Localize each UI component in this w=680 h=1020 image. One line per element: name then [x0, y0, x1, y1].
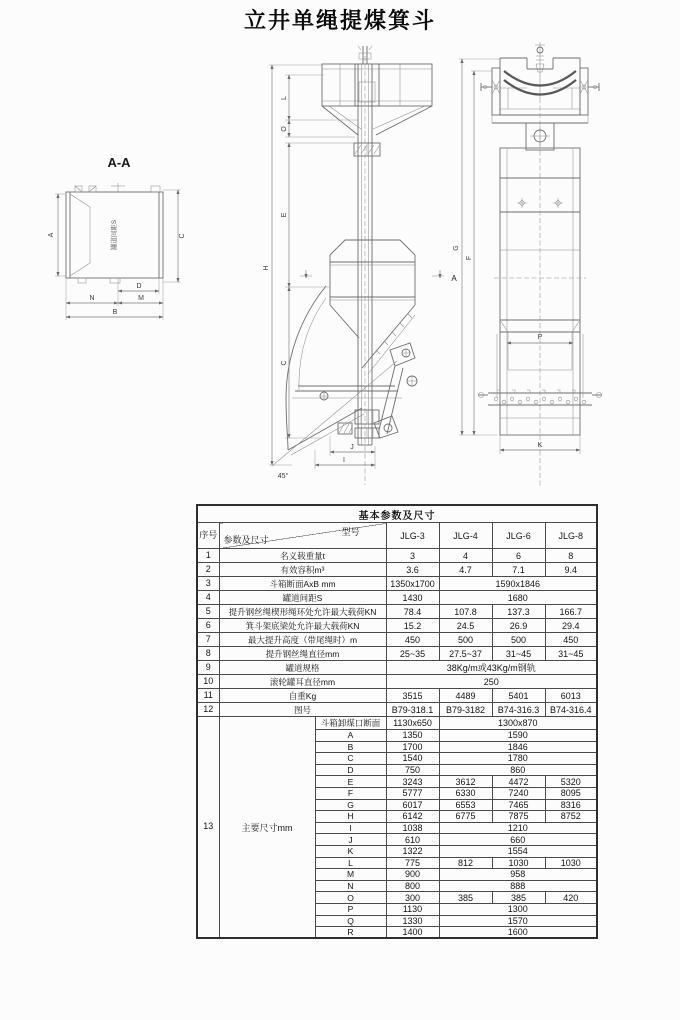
value-cell: 6330 — [439, 787, 492, 799]
value-cell: 8752 — [545, 811, 597, 823]
value-cell: 6017 — [386, 799, 439, 811]
value-cell: 500 — [439, 633, 492, 647]
value-cell: 1600 — [439, 927, 597, 939]
main-body — [494, 98, 586, 488]
value-cell: 137.3 — [492, 605, 545, 619]
svg-text:A: A — [451, 274, 457, 283]
value-cell: 8316 — [545, 799, 597, 811]
dim-letter: O — [315, 892, 386, 904]
value-cell: 500 — [492, 633, 545, 647]
value-cell: 1300x870 — [439, 717, 597, 730]
table-row — [197, 647, 597, 661]
dim-letter: I — [315, 822, 386, 834]
value-cell: 900 — [386, 869, 439, 881]
dim-letter: 斗箱卸煤口断面 — [315, 717, 386, 730]
value-cell: 1846 — [439, 741, 597, 753]
value-cell: 1430 — [386, 591, 439, 605]
dim-d — [118, 278, 159, 294]
dim-letter: L — [315, 857, 386, 869]
svg-text:M: M — [138, 295, 144, 302]
table-row — [197, 549, 597, 563]
value-cell: B79-318.1 — [386, 703, 439, 717]
svg-text:D: D — [136, 283, 142, 290]
dim-letter: R — [315, 927, 386, 939]
svg-text:L: L — [281, 96, 288, 100]
col-header-diagonal — [219, 523, 386, 549]
value-cell: 107.8 — [439, 605, 492, 619]
table-header-row — [197, 523, 597, 549]
value-cell: 1680 — [439, 591, 597, 605]
value-cell: 7.1 — [492, 563, 545, 577]
col-header-model-jlg6: JLG-6 — [492, 523, 545, 549]
row-number: 2 — [197, 563, 219, 577]
value-cell: 6013 — [545, 689, 597, 703]
header-model-label: 型号 — [341, 527, 360, 537]
row-number: 1 — [197, 549, 219, 563]
row-label: 名义载重量t — [219, 549, 386, 563]
dim-letter: K — [315, 845, 386, 857]
value-cell: 3612 — [439, 776, 492, 788]
value-cell: 1130x650 — [386, 717, 439, 730]
guide-spacing-note: 罐道间距S — [111, 219, 118, 251]
value-cell: 25~35 — [386, 647, 439, 661]
table-row — [197, 703, 597, 717]
spec-table — [196, 504, 598, 939]
svg-text:C: C — [179, 233, 186, 239]
value-cell: 1030 — [492, 857, 545, 869]
value-cell: 1038 — [386, 822, 439, 834]
svg-text:N: N — [89, 295, 95, 302]
value-cell: 3.6 — [386, 563, 439, 577]
value-cell: 1400 — [386, 927, 439, 939]
value-cell: 6553 — [439, 799, 492, 811]
page-title: 立井单绳提煤箕斗 — [243, 8, 436, 33]
value-cell: 8095 — [545, 787, 597, 799]
value-cell: 7875 — [492, 811, 545, 823]
value-cell: 8 — [545, 549, 597, 563]
value-cell: 4 — [439, 549, 492, 563]
row-number: 13 — [197, 717, 219, 939]
value-cell: 4489 — [439, 689, 492, 703]
value-cell: 385 — [439, 892, 492, 904]
col-header-row-no: 序号 — [197, 523, 219, 549]
row-number: 9 — [197, 661, 219, 675]
value-cell: 300 — [386, 892, 439, 904]
value-cell: 750 — [386, 764, 439, 776]
value-cell: 5401 — [492, 689, 545, 703]
front-view-drawing — [452, 38, 627, 498]
value-cell: 38Kg/m或43Kg/m钢轨 — [386, 661, 597, 675]
value-cell: 385 — [492, 892, 545, 904]
value-cell: 1554 — [439, 845, 597, 857]
svg-text:H: H — [263, 265, 270, 271]
value-cell: 29.4 — [545, 619, 597, 633]
value-cell: 1350 — [386, 730, 439, 742]
table-row — [197, 563, 597, 577]
section-view-label: A-A — [107, 155, 131, 170]
value-cell: 3515 — [386, 689, 439, 703]
value-cell: 1590 — [439, 730, 597, 742]
dim-letter: N — [315, 880, 386, 892]
svg-text:A: A — [48, 232, 55, 238]
table-row — [197, 633, 597, 647]
value-cell: 450 — [545, 633, 597, 647]
hoist-rope — [358, 46, 372, 64]
table-row — [197, 577, 597, 591]
section-view-drawing — [48, 145, 198, 340]
svg-text:F: F — [466, 255, 473, 261]
value-cell: 9.4 — [545, 563, 597, 577]
table-row — [197, 605, 597, 619]
value-cell: 3 — [386, 549, 439, 563]
table-row — [197, 591, 597, 605]
value-cell: 7240 — [492, 787, 545, 799]
dim-letter: G — [315, 799, 386, 811]
row-number: 7 — [197, 633, 219, 647]
row-number: 4 — [197, 591, 219, 605]
value-cell: 3243 — [386, 776, 439, 788]
row-label: 最大提升高度（带尾绳时）m — [219, 633, 386, 647]
value-cell: 1700 — [386, 741, 439, 753]
value-cell: 1210 — [439, 822, 597, 834]
row-number: 3 — [197, 577, 219, 591]
spec-table-container — [196, 504, 598, 939]
value-cell: 1030 — [545, 857, 597, 869]
value-cell: 5320 — [545, 776, 597, 788]
dim-letter: Q — [315, 915, 386, 927]
table-title: 基本参数及尺寸 — [197, 505, 597, 523]
table-row — [197, 675, 597, 689]
value-cell: 610 — [386, 834, 439, 846]
row-label: 箕斗架底梁处允许最大载荷KN — [219, 619, 386, 633]
value-cell: 78.4 — [386, 605, 439, 619]
row-number: 5 — [197, 605, 219, 619]
svg-text:J: J — [350, 444, 354, 451]
section-cut-marker — [300, 270, 457, 283]
dim-a — [48, 194, 66, 276]
elevation-view-drawing — [262, 38, 467, 503]
value-cell: 27.5~37 — [439, 647, 492, 661]
dim-b — [66, 306, 163, 320]
value-cell: 958 — [439, 869, 597, 881]
value-cell: 4.7 — [439, 563, 492, 577]
row-number: 6 — [197, 619, 219, 633]
value-cell: 4472 — [492, 776, 545, 788]
row-number: 8 — [197, 647, 219, 661]
table-row — [197, 661, 597, 675]
value-cell: 450 — [386, 633, 439, 647]
dim-j-i — [315, 436, 375, 469]
row-label: 罐道间距S — [219, 591, 386, 605]
svg-text:B: B — [112, 309, 118, 316]
row-label: 斗箱断面AxB mm — [219, 577, 386, 591]
row-label: 自重Kg — [219, 689, 386, 703]
dim-letter: D — [315, 764, 386, 776]
dim-letter: P — [315, 903, 386, 915]
suspension-pin — [535, 42, 545, 98]
dim-letter: E — [315, 776, 386, 788]
svg-text:I: I — [343, 457, 345, 464]
value-cell: 888 — [439, 880, 597, 892]
value-cell: 7465 — [492, 799, 545, 811]
row-number: 11 — [197, 689, 219, 703]
value-cell: 1540 — [386, 753, 439, 765]
door-linkage — [374, 343, 417, 438]
value-cell: 26.9 — [492, 619, 545, 633]
angle-line — [272, 361, 397, 480]
dim-letter: B — [315, 741, 386, 753]
value-cell: 660 — [439, 834, 597, 846]
header-param-label: 参数及尺寸 — [223, 535, 269, 545]
row-label: 图号 — [219, 703, 386, 717]
col-header-model-jlg3: JLG-3 — [386, 523, 439, 549]
value-cell: 800 — [386, 880, 439, 892]
row-number: 12 — [197, 703, 219, 717]
value-cell: 31~45 — [545, 647, 597, 661]
dim-letter: J — [315, 834, 386, 846]
table-row — [197, 689, 597, 703]
dim-letter: M — [315, 869, 386, 881]
value-cell: 1570 — [439, 915, 597, 927]
value-cell: 775 — [386, 857, 439, 869]
value-cell: 1130 — [386, 903, 439, 915]
group-label: 主要尺寸mm — [219, 717, 315, 939]
row-label: 有效容积m³ — [219, 563, 386, 577]
dim-letter: F — [315, 787, 386, 799]
svg-text:P: P — [537, 334, 543, 341]
col-header-model-jlg8: JLG-8 — [545, 523, 597, 549]
value-cell: 250 — [386, 675, 597, 689]
row-label: 罐道规格 — [219, 661, 386, 675]
table-title-row — [197, 505, 597, 523]
dim-letter: A — [315, 730, 386, 742]
value-cell: 1330 — [386, 915, 439, 927]
col-header-model-jlg4: JLG-4 — [439, 523, 492, 549]
value-cell: 1780 — [439, 753, 597, 765]
value-cell: B74-316.4 — [545, 703, 597, 717]
value-cell: B79-3182 — [439, 703, 492, 717]
head-frame — [322, 64, 432, 135]
row-label: 滚轮罐耳直径mm — [219, 675, 386, 689]
value-cell: 166.7 — [545, 605, 597, 619]
value-cell: 6775 — [439, 811, 492, 823]
row-label: 提升钢丝绳直径mm — [219, 647, 386, 661]
value-cell: 860 — [439, 764, 597, 776]
svg-text:G: G — [453, 245, 460, 251]
table-row — [197, 619, 597, 633]
value-cell: 15.2 — [386, 619, 439, 633]
value-cell: 6 — [492, 549, 545, 563]
value-cell: 1300 — [439, 903, 597, 915]
value-cell: 24.5 — [439, 619, 492, 633]
svg-text:45°: 45° — [277, 473, 289, 480]
value-cell: 1322 — [386, 845, 439, 857]
svg-text:O: O — [281, 126, 288, 132]
value-cell: 1590x1846 — [439, 577, 597, 591]
dim-letter: C — [315, 753, 386, 765]
svg-text:E: E — [281, 212, 288, 218]
dim-letter: H — [315, 811, 386, 823]
value-cell: 6142 — [386, 811, 439, 823]
row-label: 提升钢丝绳楔形绳环处允许最大载荷KN — [219, 605, 386, 619]
dim-n-m — [66, 278, 163, 306]
table-row — [197, 717, 597, 730]
svg-text:C: C — [281, 360, 288, 366]
value-cell: 5777 — [386, 787, 439, 799]
value-cell: 420 — [545, 892, 597, 904]
value-cell: 31~45 — [492, 647, 545, 661]
value-cell: B74-316.3 — [492, 703, 545, 717]
dim-c — [163, 190, 186, 282]
row-number: 10 — [197, 675, 219, 689]
value-cell: 1350x1700 — [386, 577, 439, 591]
value-cell: 812 — [439, 857, 492, 869]
svg-text:K: K — [537, 442, 543, 449]
